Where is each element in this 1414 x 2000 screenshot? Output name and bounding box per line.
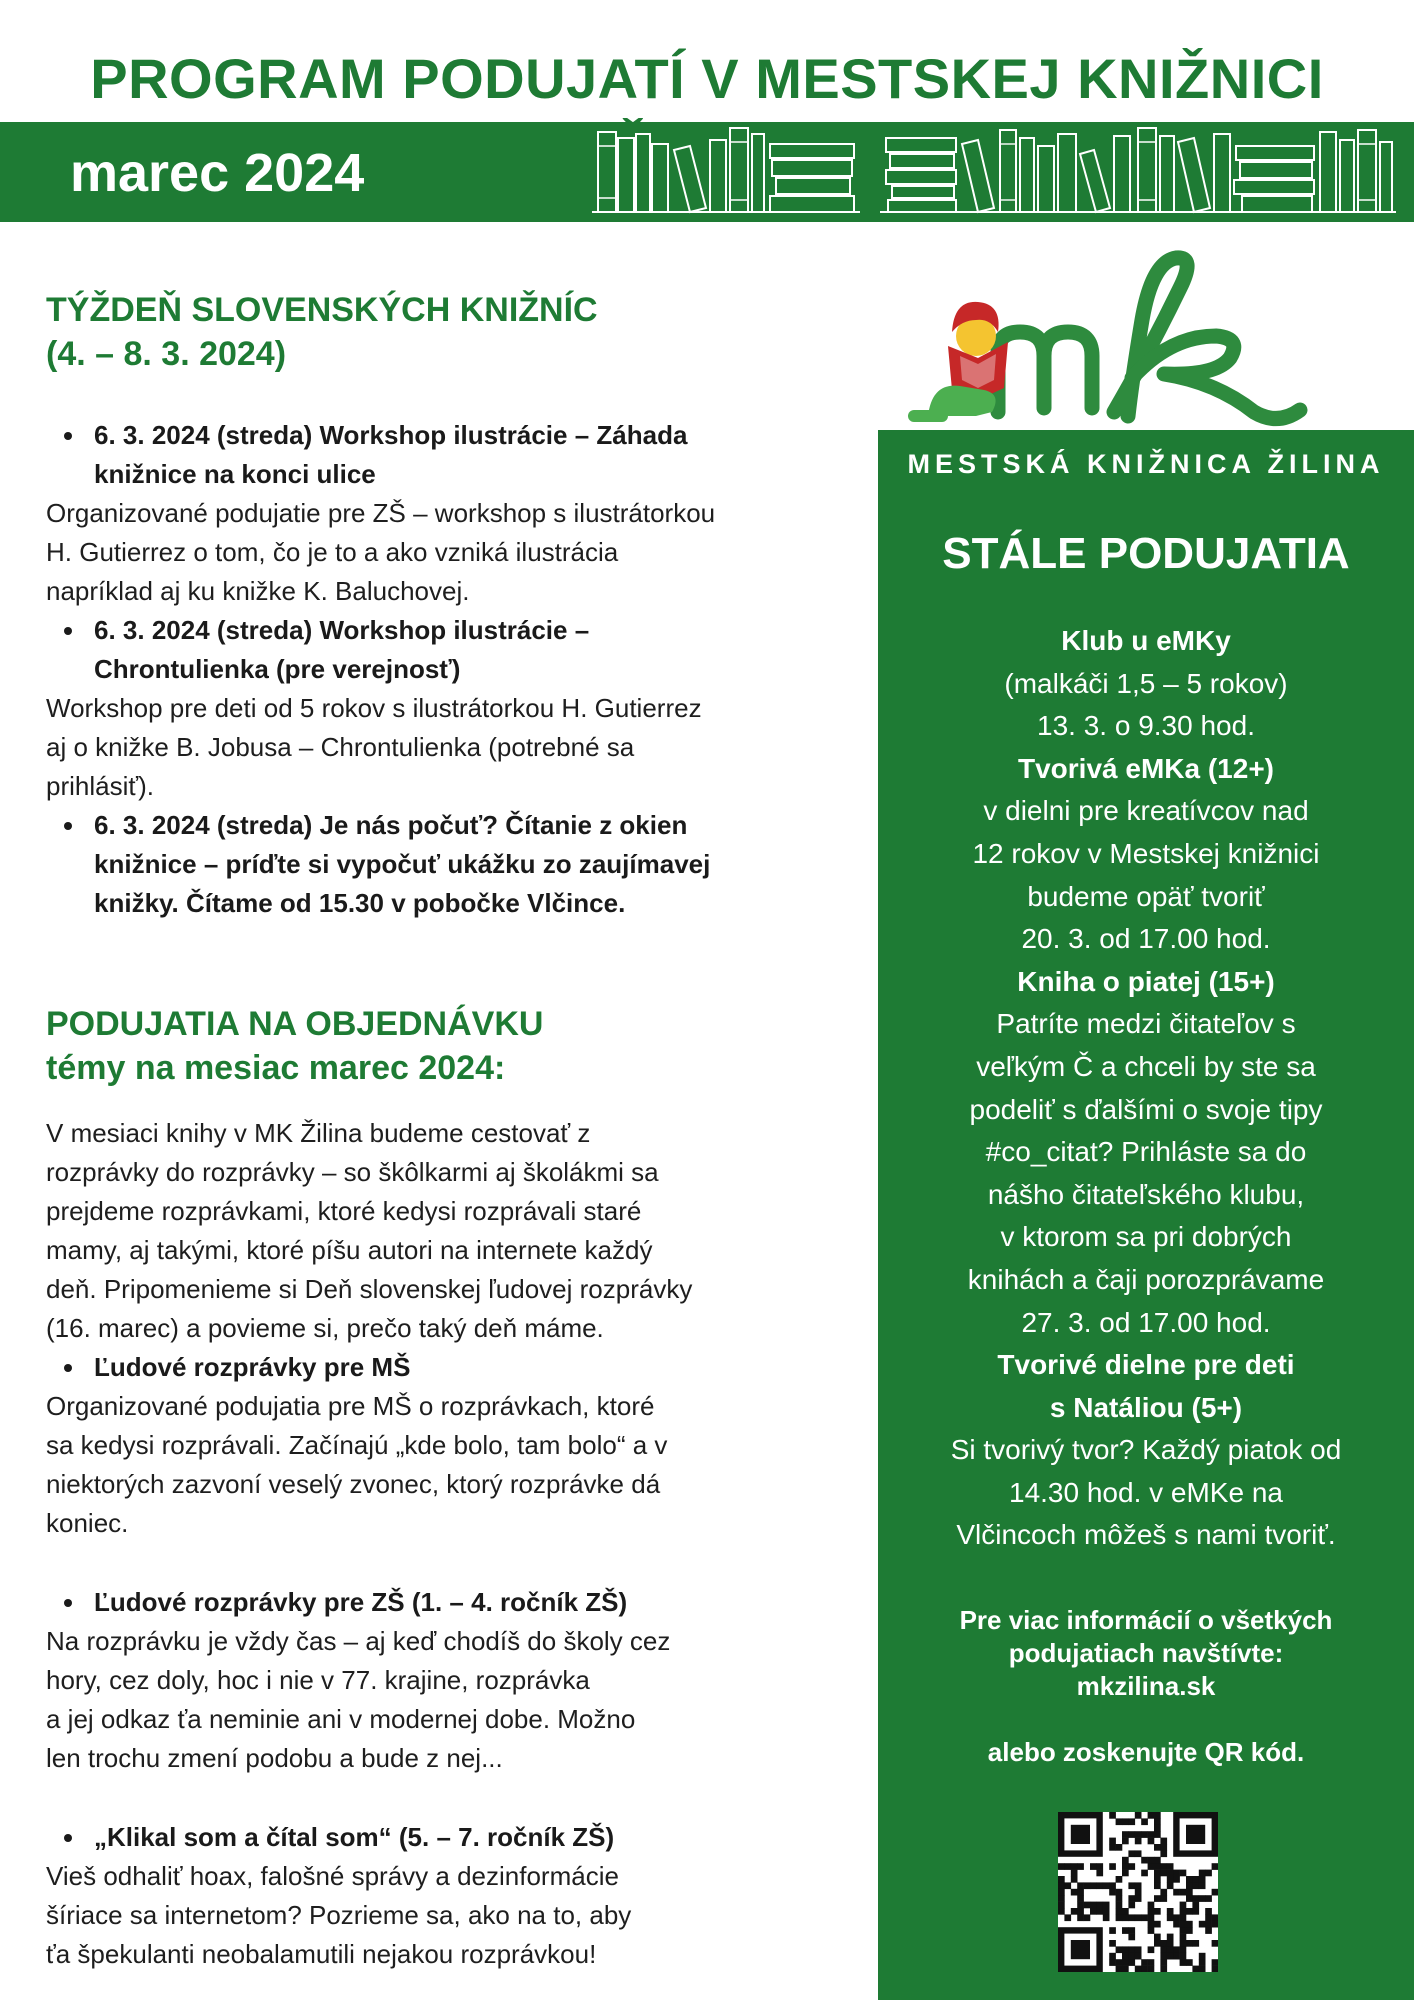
text-line: deň. Pripomenieme si Deň slovenskej ľudovej rozprávky [46, 1274, 693, 1304]
topic-description [46, 1857, 846, 1974]
info-line: Pre viac informácií o všetkých [959, 1605, 1333, 1635]
event-title [46, 611, 846, 689]
week-section [46, 288, 846, 376]
event-item [46, 611, 846, 806]
permanent-events-list [888, 620, 1404, 1557]
info-line: podujatiach navštívte: [1008, 1638, 1284, 1668]
text-line: sa kedysi rozprávali. Začínajú „kde bolo, tam bolo“ a v [46, 1430, 668, 1460]
event-title-line: knižnice na konci ulice [94, 459, 376, 489]
event-title-line: 6. 3. 2024 (streda) Workshop ilustrácie – [94, 615, 590, 645]
topic-item [46, 1583, 846, 1778]
event-text-line: Vlčincoch môžeš s nami tvoriť. [956, 1519, 1336, 1551]
event-text-line: 13. 3. o 9.30 hod. [1037, 710, 1255, 742]
text-line: šíriace sa internetom? Pozrieme sa, ako na to, aby [46, 1900, 632, 1930]
event-text-line: 12 rokov v Mestskej knižnici [972, 837, 1320, 869]
text-line: a jej odkaz ťa neminie ani v modernej dobe. Možno [46, 1704, 636, 1734]
event-heading: Tvorivá eMKa (12+) [1018, 752, 1274, 784]
event-title-line: Chrontulienka (pre verejnosť) [94, 654, 461, 684]
text-line: ťa špekulanti neobalamutili nejakou rozprávkou! [46, 1939, 597, 1969]
event-text-line: budeme opäť tvoriť [1027, 880, 1265, 912]
text-line: prejdeme rozprávkami, ktoré kedysi rozprávali staré [46, 1196, 642, 1226]
event-text-line: 14.30 hod. v eMKe na [1009, 1476, 1283, 1508]
page-title: PROGRAM PODUJATÍ V MESTSKEJ KNIŽNICI [90, 47, 1324, 110]
text-line: aj o knižke B. Jobusa – Chrontulienka (potrebné sa [46, 732, 635, 762]
event-text-line: #co_citat? Prihláste sa do [985, 1136, 1307, 1168]
side-panel-title: STÁLE PODUJATIA [942, 529, 1350, 578]
text-line: Organizované podujatia pre MŠ o rozprávkach, ktoré [46, 1391, 655, 1421]
text-line: V mesiaci knihy v MK Žilina budeme cestovať z [46, 1118, 591, 1148]
event-title-line: knižnice – príďte si vypočuť ukážku zo zaujímavej [94, 849, 711, 879]
text-line: rozprávky do rozprávky – so škôlkarmi aj školákmi sa [46, 1157, 659, 1187]
website-link[interactable]: mkzilina.sk [1076, 1671, 1216, 1701]
topic-title: Ľudové rozprávky pre ZŠ (1. – 4. ročník ZŠ) [46, 1583, 846, 1622]
text-line: napríklad aj ku knižke K. Baluchovej. [46, 576, 470, 606]
week-section-title: TÝŽDEŇ SLOVENSKÝCH KNIŽNÍC [46, 291, 598, 329]
topic-description [46, 1622, 846, 1778]
order-section-title: PODUJATIA NA OBJEDNÁVKU [46, 1005, 544, 1043]
text-line: niektorých zazvoní veselý zvonec, ktorý rozprávke dá [46, 1469, 661, 1499]
event-text-line: 27. 3. od 17.00 hod. [1021, 1306, 1271, 1338]
month-label: marec 2024 [70, 143, 365, 203]
event-description [46, 494, 846, 611]
event-item [46, 416, 846, 611]
event-title [46, 806, 846, 923]
event-title-line: 6. 3. 2024 (streda) Workshop ilustrácie – Záhada [94, 420, 688, 450]
event-description [46, 689, 846, 806]
event-text-line: Patríte medzi čitateľov s [996, 1008, 1296, 1040]
qr-note: alebo zoskenujte QR kód. [987, 1737, 1305, 1767]
week-section-dates: (4. – 8. 3. 2024) [46, 335, 287, 373]
text-line: Vieš odhaliť hoax, falošné správy a dezinformácie [46, 1861, 619, 1891]
topic-item [46, 1818, 846, 1974]
text-line: hory, cez doly, hoc i nie v 77. krajine, rozprávka [46, 1665, 590, 1695]
library-logo [880, 240, 1414, 440]
event-text-line: veľkým Č a chceli by ste sa [976, 1050, 1316, 1082]
more-info-block [888, 1604, 1404, 1769]
event-item [46, 806, 846, 923]
event-text-line: nášho čitateľského klubu, [987, 1178, 1305, 1210]
event-text-line: knihách a čaji porozprávame [967, 1263, 1325, 1295]
event-title [46, 416, 846, 494]
event-title-line: 6. 3. 2024 (streda) Je nás počuť? Čítanie z okien [94, 810, 688, 840]
order-intro [46, 1114, 846, 1543]
text-line: (16. marec) a povieme si, prečo taký deň máme. [46, 1313, 604, 1343]
text-line: len trochu zmení podobu a bude z nej... [46, 1743, 503, 1773]
text-line: mamy, aj takými, ktoré píšu autori na internete každý [46, 1235, 653, 1265]
text-line: Na rozprávku je vždy čas – aj keď chodíš do školy cez [46, 1626, 671, 1656]
text-line: prihlásiť). [46, 771, 154, 801]
order-intro-text [46, 1114, 846, 1348]
order-section [46, 1002, 846, 1090]
week-events [46, 416, 846, 923]
event-heading: Tvorivé dielne pre deti [997, 1349, 1295, 1381]
topic-title: „Klikal som a čítal som“ (5. – 7. ročník ZŠ) [46, 1818, 846, 1857]
event-heading: Kniha o piatej (15+) [1017, 965, 1275, 997]
bookshelf-illustration [590, 124, 1400, 220]
text-line: Organizované podujatie pre ZŠ – workshop s ilustrátorkou [46, 498, 716, 528]
topic-item [46, 1348, 846, 1543]
topic-description [46, 1387, 846, 1543]
text-line: koniec. [46, 1508, 129, 1538]
event-text-line: 20. 3. od 17.00 hod. [1021, 923, 1271, 955]
event-title-line: knižky. Čítame od 15.30 v pobočke Vlčince. [94, 888, 626, 918]
event-heading: Klub u eMKy [1061, 625, 1231, 656]
text-line: Workshop pre deti od 5 rokov s ilustrátorkou H. Gutierrez [46, 693, 702, 723]
event-text-line: Si tvorivý tvor? Každý piatok od [950, 1434, 1342, 1466]
topic-title: Ľudové rozprávky pre MŠ [46, 1348, 846, 1387]
event-heading: s Natáliou (5+) [1049, 1391, 1243, 1423]
event-text-line: v ktorom sa pri dobrých [1000, 1221, 1292, 1253]
event-text-line: (malkáči 1,5 – 5 rokov) [1004, 667, 1288, 699]
library-name: MESTSKÁ KNIŽNICA ŽILINA [907, 449, 1385, 479]
event-text-line: podeliť s ďalšími o svoje tipy [969, 1093, 1323, 1125]
text-line: H. Gutierrez o tom, čo je to a ako vzniká ilustrácia [46, 537, 619, 567]
event-text-line: v dielni pre kreatívcov nad [983, 795, 1309, 827]
qr-code[interactable] [1058, 1812, 1218, 1972]
order-section-subtitle: témy na mesiac marec 2024: [46, 1049, 506, 1087]
